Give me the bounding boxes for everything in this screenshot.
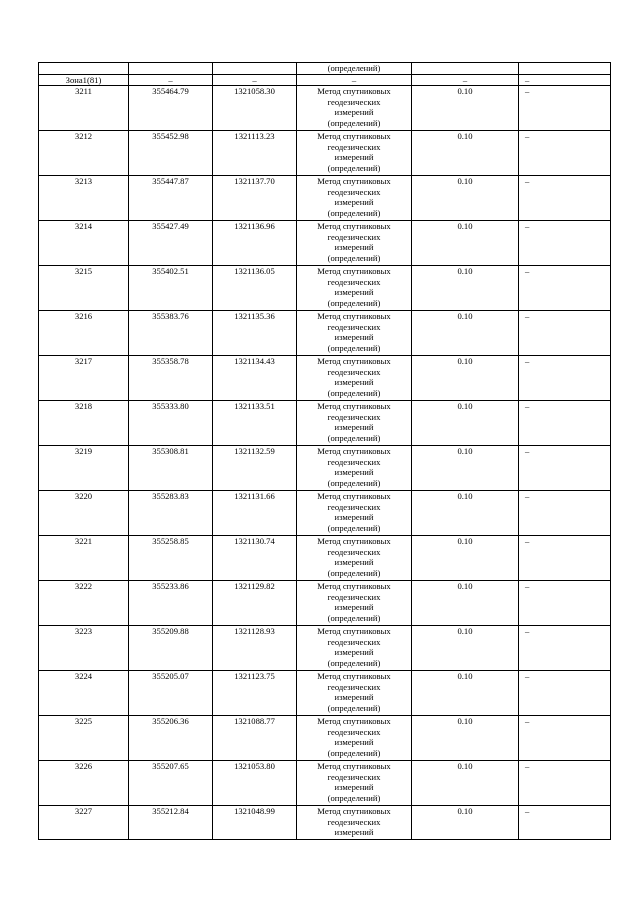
method-line: геодезических (327, 456, 381, 467)
accuracy-mt: 0.10 (412, 221, 519, 266)
method-line: (определений) (327, 117, 381, 128)
method-line: геодезических (327, 546, 381, 557)
coord-y: 1321088.77 (213, 716, 297, 761)
accuracy-mt: 0.10 (412, 446, 519, 491)
method-line: геодезических (327, 231, 381, 242)
coord-y: 1321136.96 (213, 221, 297, 266)
method-line: измерений (334, 107, 374, 118)
method-line: Метод спутниковых (317, 356, 391, 367)
cell-empty (412, 63, 519, 75)
method-line: Метод спутниковых (317, 536, 391, 547)
coord-x: 355212.84 (129, 806, 213, 840)
method-line: измерений (334, 782, 374, 793)
method-line: Метод спутниковых (317, 806, 391, 817)
method-line: (определений) (327, 297, 381, 308)
point-number: 3215 (39, 266, 129, 311)
accuracy-mt: 0.10 (412, 86, 519, 131)
method-line: Метод спутниковых (317, 761, 391, 772)
coord-y: 1321136.05 (213, 266, 297, 311)
remark-dash: – (519, 626, 611, 671)
method-line: измерений (334, 692, 374, 703)
method-line: геодезических (327, 276, 381, 287)
method-line: Метод спутниковых (317, 671, 391, 682)
point-number: 3216 (39, 311, 129, 356)
zone-dash: – (519, 74, 611, 86)
point-number: 3214 (39, 221, 129, 266)
table-row (39, 311, 611, 356)
accuracy-mt: 0.10 (412, 266, 519, 311)
method-line: (определений) (327, 567, 381, 578)
point-number: 3213 (39, 176, 129, 221)
accuracy-mt: 0.10 (412, 806, 519, 840)
remark-dash: – (519, 806, 611, 840)
point-number: 3219 (39, 446, 129, 491)
method-line: геодезических (327, 366, 381, 377)
method-line: измерений (334, 422, 374, 433)
method-cell (297, 356, 412, 401)
remark-dash: – (519, 581, 611, 626)
accuracy-mt: 0.10 (412, 581, 519, 626)
table-body (39, 63, 611, 840)
coord-y: 1321129.82 (213, 581, 297, 626)
method-line: геодезических (327, 816, 381, 827)
remark-dash: – (519, 536, 611, 581)
method-cell (297, 716, 412, 761)
coord-x: 355383.76 (129, 311, 213, 356)
method-line: измерений (334, 152, 374, 163)
table-row (39, 266, 611, 311)
method-cell (297, 581, 412, 626)
zone-label: Зона1(81) (39, 74, 129, 86)
table-row-continuation (39, 63, 611, 75)
method-cell (297, 86, 412, 131)
method-line: (определений) (327, 432, 381, 443)
remark-dash: – (519, 266, 611, 311)
method-line: геодезических (327, 321, 381, 332)
method-line: Метод спутниковых (317, 131, 391, 142)
point-number: 3225 (39, 716, 129, 761)
method-line: Метод спутниковых (317, 581, 391, 592)
point-number: 3221 (39, 536, 129, 581)
accuracy-mt: 0.10 (412, 761, 519, 806)
method-line: геодезических (327, 636, 381, 647)
cell-method-tail: (определений) (297, 63, 412, 75)
table-row (39, 401, 611, 446)
table-row (39, 491, 611, 536)
table-row (39, 221, 611, 266)
coord-x: 355447.87 (129, 176, 213, 221)
method-cell (297, 446, 412, 491)
method-line: измерений (334, 512, 374, 523)
method-cell (297, 671, 412, 716)
accuracy-mt: 0.10 (412, 356, 519, 401)
method-line: Метод спутниковых (317, 716, 391, 727)
method-line: измерений (334, 332, 374, 343)
method-line: Метод спутниковых (317, 311, 391, 322)
method-line: измерений (334, 557, 374, 568)
method-line: измерений (334, 287, 374, 298)
method-cell (297, 491, 412, 536)
method-line: геодезических (327, 681, 381, 692)
table-row (39, 581, 611, 626)
coord-x: 355358.78 (129, 356, 213, 401)
method-line: геодезических (327, 141, 381, 152)
point-number: 3212 (39, 131, 129, 176)
zone-dash: – (297, 74, 412, 86)
zone-dash: – (412, 74, 519, 86)
table-row (39, 446, 611, 491)
method-line: Метод спутниковых (317, 626, 391, 637)
method-line: Метод спутниковых (317, 176, 391, 187)
point-number: 3211 (39, 86, 129, 131)
method-line: Метод спутниковых (317, 86, 391, 97)
coord-x: 355452.98 (129, 131, 213, 176)
method-line: геодезических (327, 96, 381, 107)
method-line: измерений (334, 602, 374, 613)
method-line: геодезических (327, 726, 381, 737)
method-line: Метод спутниковых (317, 446, 391, 457)
coord-x: 355333.80 (129, 401, 213, 446)
method-cell (297, 131, 412, 176)
table-row (39, 761, 611, 806)
method-line: геодезических (327, 501, 381, 512)
method-cell (297, 221, 412, 266)
method-line: (определений) (327, 702, 381, 713)
point-number: 3217 (39, 356, 129, 401)
method-cell (297, 266, 412, 311)
point-number: 3223 (39, 626, 129, 671)
method-line: измерений (334, 737, 374, 748)
table-row (39, 671, 611, 716)
coord-y: 1321058.30 (213, 86, 297, 131)
remark-dash: – (519, 86, 611, 131)
coord-y: 1321113.23 (213, 131, 297, 176)
method-line: (определений) (327, 522, 381, 533)
point-number: 3222 (39, 581, 129, 626)
coord-x: 355258.85 (129, 536, 213, 581)
method-line: геодезических (327, 186, 381, 197)
coord-y: 1321048.99 (213, 806, 297, 840)
method-line: (определений) (327, 477, 381, 488)
coord-x: 355209.88 (129, 626, 213, 671)
method-line: измерений (334, 827, 374, 838)
remark-dash: – (519, 356, 611, 401)
coord-x: 355205.07 (129, 671, 213, 716)
coord-y: 1321133.51 (213, 401, 297, 446)
method-cell (297, 401, 412, 446)
accuracy-mt: 0.10 (412, 176, 519, 221)
coord-y: 1321130.74 (213, 536, 297, 581)
method-line: (определений) (327, 252, 381, 263)
method-line: Метод спутниковых (317, 221, 391, 232)
method-line: геодезических (327, 591, 381, 602)
method-line: геодезических (327, 771, 381, 782)
remark-dash: – (519, 491, 611, 536)
point-number: 3218 (39, 401, 129, 446)
method-line: (определений) (327, 657, 381, 668)
coord-x: 355402.51 (129, 266, 213, 311)
coord-y: 1321134.43 (213, 356, 297, 401)
method-line: (определений) (327, 612, 381, 623)
method-line: измерений (334, 197, 374, 208)
method-line: Метод спутниковых (317, 401, 391, 412)
method-cell (297, 626, 412, 671)
coord-x: 355308.81 (129, 446, 213, 491)
coord-x: 355207.65 (129, 761, 213, 806)
method-cell (297, 536, 412, 581)
table-row (39, 176, 611, 221)
method-cell (297, 806, 412, 840)
method-line: (определений) (327, 342, 381, 353)
zone-dash: – (213, 74, 297, 86)
accuracy-mt: 0.10 (412, 491, 519, 536)
coord-y: 1321128.93 (213, 626, 297, 671)
table-row-zone (39, 74, 611, 86)
method-line: измерений (334, 242, 374, 253)
coord-y: 1321123.75 (213, 671, 297, 716)
table-row (39, 536, 611, 581)
coord-x: 355464.79 (129, 86, 213, 131)
method-line: (определений) (327, 747, 381, 758)
accuracy-mt: 0.10 (412, 131, 519, 176)
point-number: 3220 (39, 491, 129, 536)
method-line: геодезических (327, 411, 381, 422)
accuracy-mt: 0.10 (412, 716, 519, 761)
method-cell (297, 311, 412, 356)
remark-dash: – (519, 446, 611, 491)
table-row (39, 131, 611, 176)
method-line: (определений) (327, 387, 381, 398)
method-cell (297, 176, 412, 221)
method-line: (определений) (327, 792, 381, 803)
method-line: (определений) (327, 207, 381, 218)
coord-y: 1321137.70 (213, 176, 297, 221)
accuracy-mt: 0.10 (412, 536, 519, 581)
coord-x: 355206.36 (129, 716, 213, 761)
remark-dash: – (519, 131, 611, 176)
coord-x: 355283.83 (129, 491, 213, 536)
method-cell (297, 761, 412, 806)
coord-x: 355427.49 (129, 221, 213, 266)
point-number: 3227 (39, 806, 129, 840)
method-line: измерений (334, 377, 374, 388)
point-number: 3224 (39, 671, 129, 716)
method-line: измерений (334, 467, 374, 478)
coord-y: 1321131.66 (213, 491, 297, 536)
accuracy-mt: 0.10 (412, 401, 519, 446)
remark-dash: – (519, 671, 611, 716)
coord-y: 1321053.80 (213, 761, 297, 806)
cell-empty (129, 63, 213, 75)
zone-dash: – (129, 74, 213, 86)
coordinates-table (38, 62, 611, 840)
coord-x: 355233.86 (129, 581, 213, 626)
remark-dash: – (519, 311, 611, 356)
remark-dash: – (519, 401, 611, 446)
accuracy-mt: 0.10 (412, 671, 519, 716)
coord-y: 1321135.36 (213, 311, 297, 356)
remark-dash: – (519, 221, 611, 266)
table-row (39, 356, 611, 401)
accuracy-mt: 0.10 (412, 626, 519, 671)
cell-empty (519, 63, 611, 75)
table-row (39, 626, 611, 671)
point-number: 3226 (39, 761, 129, 806)
method-line: Метод спутниковых (317, 266, 391, 277)
coord-y: 1321132.59 (213, 446, 297, 491)
method-line: (определений) (327, 162, 381, 173)
table-row (39, 716, 611, 761)
remark-dash: – (519, 716, 611, 761)
method-line: измерений (334, 647, 374, 658)
method-line: Метод спутниковых (317, 491, 391, 502)
table-row (39, 86, 611, 131)
remark-dash: – (519, 761, 611, 806)
table-row (39, 806, 611, 840)
cell-empty (213, 63, 297, 75)
remark-dash: – (519, 176, 611, 221)
accuracy-mt: 0.10 (412, 311, 519, 356)
cell-empty (39, 63, 129, 75)
